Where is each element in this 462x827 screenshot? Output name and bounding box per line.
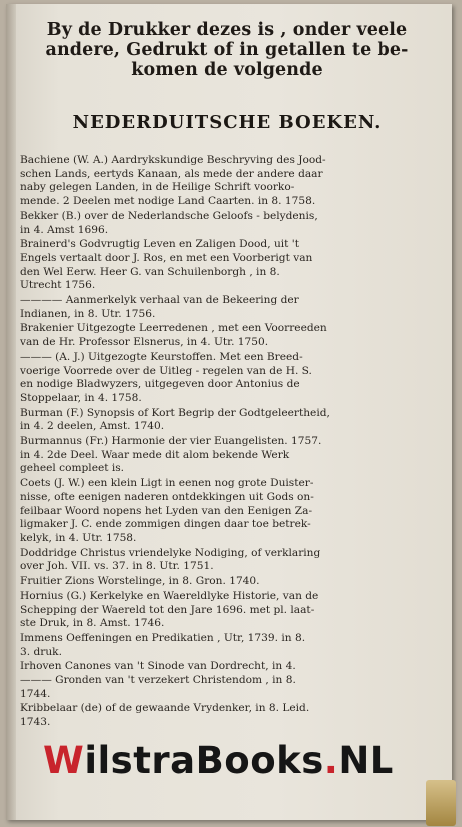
site-watermark xyxy=(43,739,394,782)
book-entry-line: mende. 2 Deelen met nodige Land Caarten. in 8. 1758. xyxy=(20,195,316,208)
book-entry-line: naby gelegen Landen, in de Heilige Schrift voorko- xyxy=(20,181,295,194)
page-title: NEDERDUITSCHE BOEKEN. xyxy=(72,112,382,133)
book-entry-line: Brainerd's Godvrugtig Leven en Zaligen Dood, uit 't xyxy=(20,238,299,251)
page-binding-edge xyxy=(6,4,16,820)
watermark-first-letter: W xyxy=(43,739,85,782)
book-entry xyxy=(20,238,450,293)
book-entry-line: en nodige Bladwyzers, uitgegeven door Antonius de xyxy=(20,378,300,391)
brass-clip xyxy=(426,780,456,826)
header-line-3: komen de volgende xyxy=(131,60,323,80)
book-page xyxy=(6,4,452,820)
book-entry xyxy=(20,547,450,574)
book-entry-line: 1744. xyxy=(20,687,51,700)
book-entry xyxy=(20,154,450,209)
book-entry-line: ligmaker J. C. ende zommigen dingen daar toe betrek- xyxy=(20,518,311,531)
book-entry-line: ste Druk, in 8. Amst. 1746. xyxy=(20,617,165,630)
book-entry xyxy=(20,575,450,589)
book-entry-line: in 4. Amst 1696. xyxy=(20,223,109,236)
book-entry xyxy=(20,210,450,237)
header-line-2: andere, Gedrukt of in getallen te be- xyxy=(45,40,409,60)
book-entry xyxy=(20,435,450,476)
book-entry xyxy=(20,702,450,729)
book-entry-line: Brakenier Uitgezogte Leerredenen , met een Voorreeden xyxy=(20,322,327,335)
book-entry-line: Burman (F.) Synopsis of Kort Begrip der Godtgeleertheid, xyxy=(20,406,330,419)
book-entry-line: Coets (J. W.) een klein Ligt in eenen nog grote Duister- xyxy=(20,477,314,490)
book-entry-line: Fruitier Zions Worstelinge, in 8. Gron. 1740. xyxy=(20,575,260,588)
book-entry-line: geheel compleet is. xyxy=(20,462,125,475)
book-entry-line: Hornius (G.) Kerkelyke en Waereldlyke Historie, van de xyxy=(20,589,319,602)
book-entry-line: over Joh. VII. vs. 37. in 8. Utr. 1751. xyxy=(20,560,214,573)
book-entry-line: voerige Voorrede over de Uitleg - regelen van de H. S. xyxy=(20,364,312,377)
book-entry-line: den Wel Eerw. Heer G. van Schuilenborgh , in 8. xyxy=(20,265,280,278)
book-entry-line: Schepping der Waereld tot den Jare 1696. met pl. laat- xyxy=(20,603,315,616)
watermark-middle: ilstraBooks xyxy=(84,739,324,782)
book-entry-line: van de Hr. Professor Elsnerus, in 4. Utr. 1750. xyxy=(20,336,269,349)
book-entry-line: 3. druk. xyxy=(20,645,62,658)
book-entry-line: nisse, ofte eenigen naderen ontdekkingen uit Gods on- xyxy=(20,490,314,503)
book-entry-line: Kribbelaar (de) of de gewaande Vrydenker, in 8. Leid. xyxy=(20,702,310,715)
book-entry xyxy=(20,407,450,434)
book-entry-line: ——— (A. J.) Uitgezogte Keurstoffen. Met een Breed- xyxy=(20,350,303,363)
book-entry-line: Bachiene (W. A.) Aardrykskundige Beschryving des Jood- xyxy=(20,154,326,166)
book-entry-line: kelyk, in 4. Utr. 1758. xyxy=(20,531,137,544)
book-list xyxy=(20,154,450,731)
book-entry-line: feilbaar Woord nopens het Lyden van den Eenigen Za- xyxy=(20,504,313,517)
book-entry-line: Doddridge Christus vriendelyke Nodiging, of verklaring xyxy=(20,546,321,559)
book-entry-line: in 4. 2 deelen, Amst. 1740. xyxy=(20,420,165,433)
book-entry-line: Bekker (B.) over de Nederlandsche Geloofs - belydenis, xyxy=(20,209,318,222)
book-entry-line: 1743. xyxy=(20,716,51,729)
watermark-end: NL xyxy=(338,739,394,782)
watermark-dot: . xyxy=(323,739,339,782)
book-entry xyxy=(20,294,450,321)
book-entry-line: Irhoven Canones van 't Sinode van Dordrecht, in 4. xyxy=(20,660,296,673)
book-entry-line: schen Lands, eertyds Kanaan, als mede der andere daar xyxy=(20,167,323,180)
book-entry-line: Utrecht 1756. xyxy=(20,279,96,292)
book-entry-line: Stoppelaar, in 4. 1758. xyxy=(20,391,142,404)
book-entry-line: ———— Aanmerkelyk verhaal van de Bekeering der xyxy=(20,294,299,307)
book-entry-line: Immens Oeffeningen en Predikatien , Utr, 1739. in 8. xyxy=(20,631,306,644)
page-header xyxy=(22,20,432,80)
book-entry-line: Engels vertaalt door J. Ros, en met een Voorberigt van xyxy=(20,251,313,264)
header-line-1: By de Drukker dezes is , onder veele xyxy=(46,20,408,40)
book-entry xyxy=(20,351,450,406)
book-entry-line: ——— Gronden van 't verzekert Christendom , in 8. xyxy=(20,674,296,687)
book-entry-line: Indianen, in 8. Utr. 1756. xyxy=(20,307,156,320)
book-entry-line: Burmannus (Fr.) Harmonie der vier Euangelisten. 1757. xyxy=(20,435,322,448)
book-entry xyxy=(20,590,450,631)
book-entry xyxy=(20,477,450,546)
book-entry-line: in 4. 2de Deel. Waar mede dit alom bekende Werk xyxy=(20,448,290,461)
book-entry xyxy=(20,322,450,349)
book-entry xyxy=(20,660,450,701)
book-entry xyxy=(20,632,450,659)
